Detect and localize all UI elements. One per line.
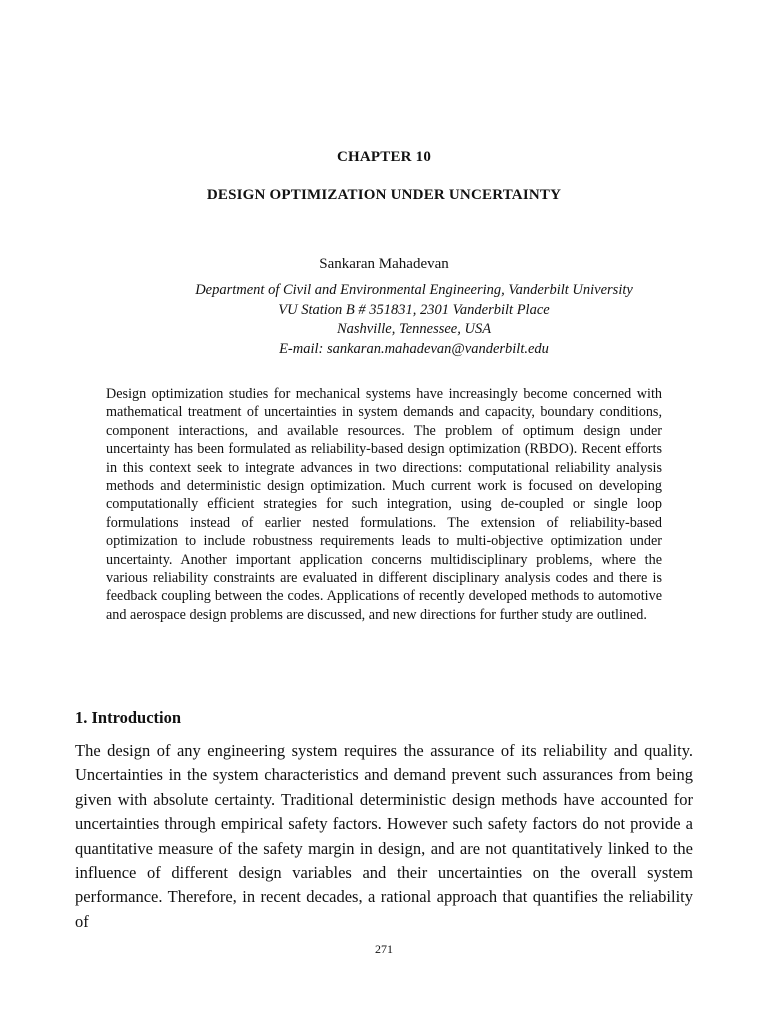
affiliation-line-city: Nashville, Tennessee, USA xyxy=(336,321,492,337)
author-affiliation xyxy=(0,281,768,359)
author-name: Sankaran Mahadevan xyxy=(319,256,449,272)
section-body: The design of any engineering system requires the assurance of its reliability and quality. Uncertainties in the system characteristics and demand prevent such assurances from being given with absolute certainty. Traditional deterministic design methods have accounted for uncertainties through empirical safety factors. However such safety factors do not provide a quantitative measure of the safety margin in design, and are not quantitatively linked to the influence of different design variables and their uncertainties on the overall system performance. Therefore, in recent decades, a rational approach that quantifies the reliability of xyxy=(75,741,693,931)
chapter-label: CHAPTER 10 xyxy=(336,149,432,165)
affiliation-line-email: E-mail: sankaran.mahadevan@vanderbilt.edu xyxy=(279,340,549,357)
abstract: Design optimization studies for mechanical systems have increasingly become concerned with mathematical treatment of uncertainties in system demands and capacity, boundary conditions, component interactions, and available resources. The problem of optimum design under uncertainty has been formulated as reliability-based design optimization (RBDO). Recent efforts in this context seek to integrate advances in two directions: computational reliability analysis methods and deterministic design optimization. Much current work is focused on developing computationally efficient strategies for such integration, using de-coupled or single loop formulations instead of earlier nested formulations. The extension of reliability-based optimization to include robustness requirements leads to multi-objective optimization under uncertainty. Another important application concerns multidisciplinary problems, where the various reliability constraints are evaluated in different disciplinary analysis codes and there is feedback coupling between the codes. Applications of recently developed methods to automotive and aerospace design problems are discussed, and new directions for further study are outlined. xyxy=(106,386,662,623)
section-heading: 1. Introduction xyxy=(75,708,182,727)
page-number: 271 xyxy=(375,942,393,956)
affiliation-line-address: VU Station B # 351831, 2301 Vanderbilt Place xyxy=(278,301,550,318)
chapter-title: DESIGN OPTIMIZATION UNDER UNCERTAINTY xyxy=(206,187,562,203)
affiliation-line-department: Department of Civil and Environmental Engineering, Vanderbilt University xyxy=(195,282,633,298)
